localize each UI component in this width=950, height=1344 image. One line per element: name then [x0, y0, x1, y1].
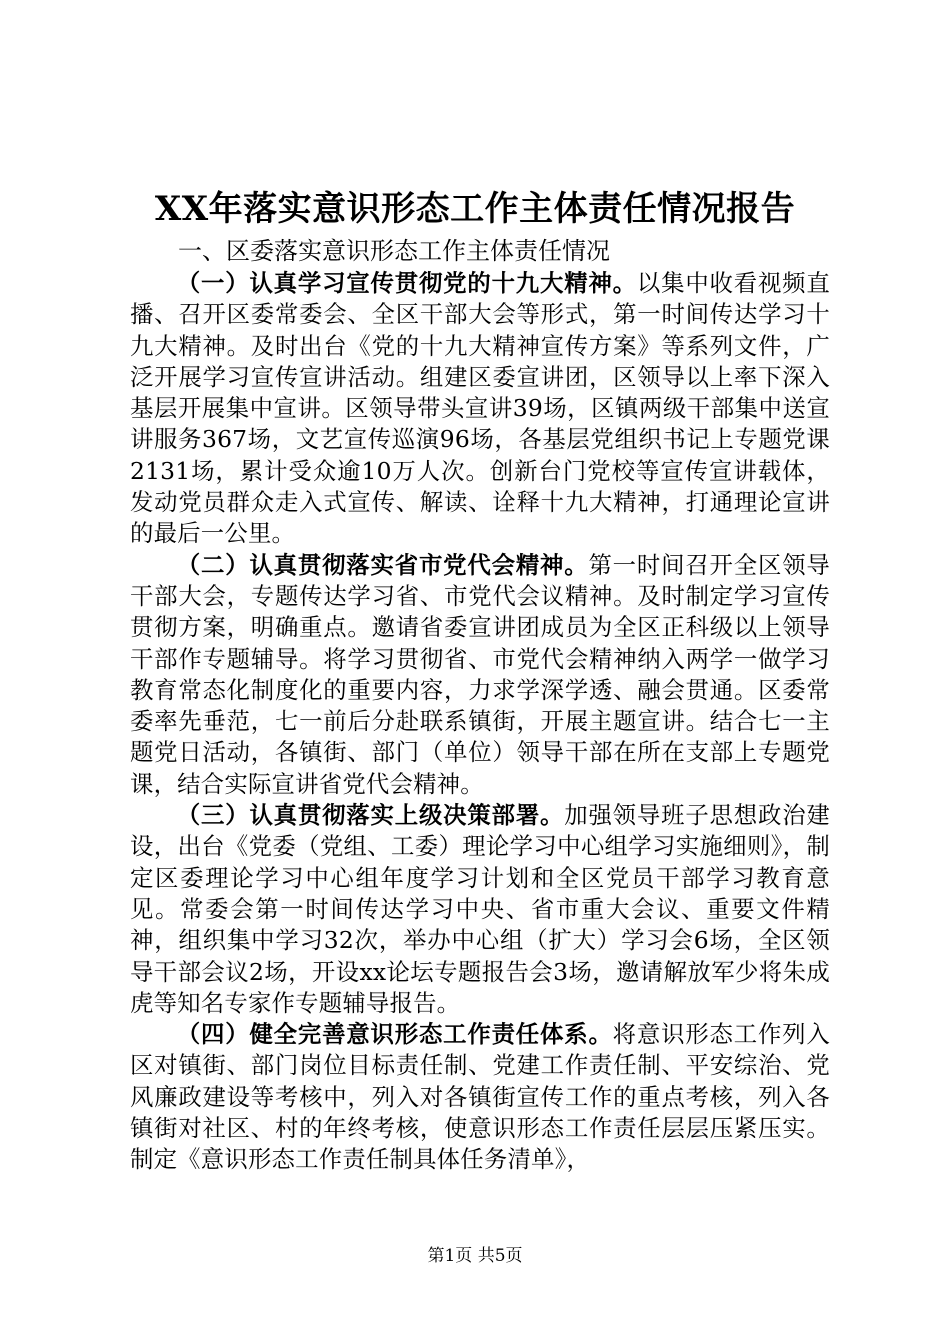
paragraph-2-lead: （二）认真贯彻落实省市党代会精神。 — [176, 550, 589, 579]
paragraph-3-text: 加强领导班子思想政治建设，出台《党委（党组、工委）理论学习中心组学习实施细则》，制定区委理论学习中心组年度学习计划和全区党员干部学习教育意见。常委会第一时间传达学习中央、省市重大会议、重要文件精神，组织集中学习32次，举办中心组（扩大）学习会6场，全区领导干部会议2场，开设xx论坛专题报告会3场，邀请解放军少将朱成虎等知名专家作专题辅导报告。 — [130, 801, 830, 1017]
paragraph-3-lead: （三）认真贯彻落实上级决策部署。 — [176, 801, 565, 830]
paragraph-4-text: 将意识形态工作列入区对镇街、部门岗位目标责任制、党建工作责任制、平安综治、党风廉政建设等考核中，列入对各镇街宣传工作的重点考核，列入各镇街对社区、村的年终考核，使意识形态工作责任层层压紧压实。制定《意识形态工作责任制具体任务清单》， — [130, 1020, 830, 1174]
paragraph-2-text: 第一时间召开全区领导干部大会，专题传达学习省、市党代会议精神。及时制定学习宣传贯彻方案，明确重点。邀请省委宣讲团成员为全区正科级以上领导干部作专题辅导。将学习贯彻省、市党代会精神纳入两学一做学习教育常态化制度化的重要内容，力求学深学透、融会贯通。区委常委率先垂范，七一前后分赴联系镇街，开展主题宣讲。结合七一主题党日活动，各镇街、部门（单位）领导干部在所在支部上专题党课，结合实际宣讲省党代会精神。 — [130, 550, 830, 798]
section-heading: 一、区委落实意识形态工作主体责任情况 — [178, 237, 610, 265]
paragraph-1 — [130, 268, 830, 550]
paragraph-1-lead: （一）认真学习宣传贯彻党的十九大精神。 — [176, 269, 637, 297]
page-footer: 第1页 共5页 — [427, 1246, 523, 1266]
paragraph-1-text: 以集中收看视频直播、召开区委常委会、全区干部大会等形式，第一时间传达学习十九大精神。及时出台《党的十九大精神宣传方案》等系列文件，广泛开展学习宣传宣讲活动。组建区委宣讲团，区领导以上率下深入基层开展集中宣讲。区领导带头宣讲39场，区镇两级干部集中送宣讲服务367场，文艺宣传巡演96场，各基层党组织书记上专题党课2131场，累计受众逾10万人次。创新台门党校等宣传宣讲载体，发动党员群众走入式宣传、解读、诠释十九大精神，打通理论宣讲的最后一公里。 — [130, 269, 830, 548]
paragraph-4 — [130, 1019, 830, 1175]
paragraph-4-lead: （四）健全完善意识形态工作责任体系。 — [176, 1020, 613, 1049]
paragraph-2 — [130, 550, 830, 800]
document-title: XX年落实意识形态工作主体责任情况报告 — [154, 189, 796, 229]
body-text — [130, 268, 830, 1176]
paragraph-3 — [130, 800, 830, 1019]
